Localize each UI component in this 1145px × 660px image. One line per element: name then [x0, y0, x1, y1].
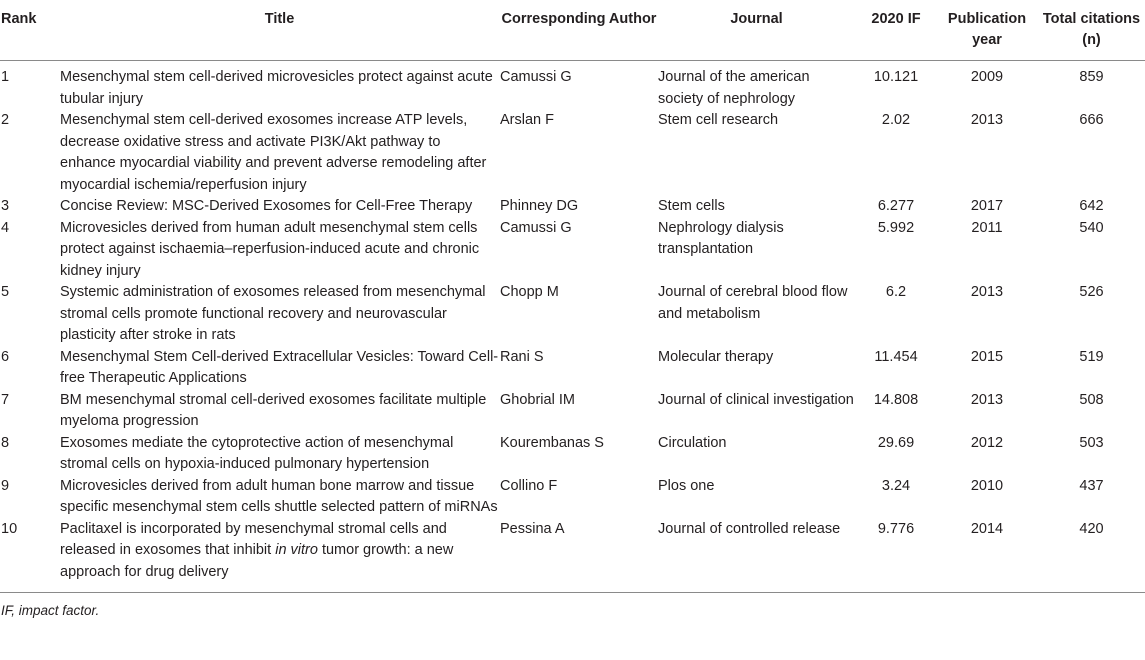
- cell-author: Kourembanas S: [500, 434, 604, 451]
- cell-author: Collino F: [500, 477, 558, 494]
- cell-year: 2012: [970, 434, 1004, 451]
- cell-year: 2013: [970, 112, 1004, 128]
- cell-year: 2011: [971, 219, 1003, 236]
- cell-rank: 8: [1, 434, 10, 451]
- cell-citations: 508: [1079, 391, 1104, 408]
- table-row: [0, 519, 1145, 593]
- cell-journal: Journal of clinical investigation: [658, 391, 854, 408]
- cell-if: 29.69: [877, 434, 915, 451]
- cell-title: Concise Review: MSC-Derived Exosomes for Cell-Free Therapy: [60, 198, 473, 214]
- title-text: tumor growth: a new approach for drug delivery: [60, 542, 454, 580]
- cell-if: 6.277: [877, 198, 915, 214]
- table-row: [0, 196, 1145, 218]
- cell-author: Chopp M: [500, 284, 559, 300]
- header-title: Title: [59, 0, 500, 61]
- title-text: Paclitaxel is incorporated by mesenchymal stromal cells and released in exosomes that inhibit: [60, 520, 447, 558]
- cell-citations: 437: [1079, 477, 1104, 494]
- table-row: [0, 390, 1145, 433]
- cell-rank: 1: [1, 69, 10, 85]
- cell-year: 2010: [970, 477, 1004, 494]
- cell-citations: 666: [1079, 112, 1104, 128]
- cell-if: 6.2: [885, 284, 907, 300]
- table-row: [0, 476, 1145, 519]
- cell-year: 2015: [970, 348, 1004, 365]
- cell-journal: Stem cell research: [658, 112, 779, 128]
- table-row: [0, 347, 1145, 390]
- cell-author: Rani S: [500, 348, 544, 365]
- cell-if: 5.992: [877, 219, 915, 236]
- cell-year: 2013: [970, 284, 1004, 300]
- cell-author: Pessina A: [500, 519, 658, 593]
- title-italic-text: in vitro: [275, 542, 318, 558]
- cell-rank: 5: [1, 284, 10, 300]
- cell-journal: Nephrology dialysis transplantation: [658, 219, 784, 257]
- cell-title: Exosomes mediate the cytoprotective action of mesenchymal stromal cells on hypoxia-induced pulmonary hypertension: [60, 434, 454, 472]
- header-if: 2020 IF: [855, 0, 937, 61]
- table-row: [0, 110, 1145, 196]
- cell-if: 2.02: [881, 112, 911, 128]
- header-rank: Rank: [0, 0, 59, 61]
- cell-author: Camussi G: [500, 219, 572, 236]
- cell-if: 3.24: [881, 477, 911, 494]
- cell-journal: Journal of cerebral blood flow and metabolism: [658, 284, 848, 322]
- cell-if: 9.776: [855, 519, 937, 593]
- cell-citations: 859: [1079, 69, 1104, 85]
- cell-year: 2009: [970, 69, 1004, 85]
- cell-author: Camussi G: [500, 69, 572, 85]
- cell-citations: 540: [1079, 219, 1104, 236]
- cell-title: Microvesicles derived from human adult mesenchymal stem cells protect against ischaemia–reperfusion-induced acute and chronic kidney injury: [60, 219, 480, 279]
- cell-citations: 420: [1037, 519, 1145, 593]
- cell-journal: Circulation: [658, 434, 727, 451]
- cell-title: Microvesicles derived from adult human bone marrow and tissue specific mesenchymal stem cells shuttle selected pattern of miRNAs: [60, 477, 498, 515]
- header-row: [0, 0, 1145, 61]
- cell-title: Mesenchymal Stem Cell-derived Extracellular Vesicles: Toward Cell-free Therapeutic Applications: [60, 348, 499, 386]
- cell-author: Phinney DG: [500, 198, 579, 214]
- cell-title: Mesenchymal stem cell-derived exosomes increase ATP levels, decrease oxidative stress and activate PI3K/Akt pathway to enhance myocardial viability and prevent adverse remodeling after myocardial ischemia/reperfusion injury: [60, 112, 487, 193]
- cell-rank: 3: [1, 198, 10, 214]
- cell-rank: 6: [1, 348, 10, 365]
- cell-if: 11.454: [874, 348, 918, 365]
- table-row: [0, 61, 1145, 111]
- table-row: [0, 433, 1145, 476]
- table-footnote: IF, impact factor.: [1, 603, 100, 618]
- cell-citations: 519: [1079, 348, 1104, 365]
- header-year: Publication year: [937, 0, 1037, 61]
- header-journal: Journal: [658, 0, 855, 61]
- cell-year: 2014: [937, 519, 1037, 593]
- cell-author: Ghobrial IM: [500, 391, 575, 408]
- cell-title: Systemic administration of exosomes released from mesenchymal stromal cells promote functional recovery and neurovascular plasticity after stroke in rats: [60, 284, 486, 343]
- cell-title: Mesenchymal stem cell-derived microvesicles protect against acute tubular injury: [60, 69, 493, 107]
- cell-title: BM mesenchymal stromal cell-derived exosomes facilitate multiple myeloma progression: [60, 391, 487, 429]
- cell-title: [59, 519, 500, 593]
- cell-journal: Molecular therapy: [658, 348, 774, 365]
- cell-rank: 7: [1, 391, 10, 408]
- cell-year: 2013: [970, 391, 1004, 408]
- cell-rank: 4: [1, 219, 10, 236]
- table-row: [0, 282, 1145, 347]
- cell-citations: 642: [1079, 198, 1104, 214]
- cell-rank: 2: [1, 112, 10, 128]
- table-row: [0, 218, 1145, 283]
- cell-if: 10.121: [873, 69, 919, 85]
- cell-rank: 9: [1, 477, 10, 494]
- cell-journal: Stem cells: [658, 198, 725, 214]
- cell-year: 2017: [970, 198, 1004, 214]
- cell-if: 14.808: [873, 391, 919, 408]
- header-author: Corresponding Author: [500, 0, 658, 61]
- cell-journal: Journal of controlled release: [658, 519, 855, 593]
- cell-journal: Plos one: [658, 477, 715, 494]
- header-citations: Total citations (n): [1037, 0, 1145, 61]
- cell-citations: 503: [1079, 434, 1104, 451]
- cell-citations: 526: [1079, 284, 1104, 300]
- cell-journal: Journal of the american society of nephrology: [658, 69, 810, 107]
- cell-author: Arslan F: [500, 112, 554, 128]
- cell-rank: 10: [0, 519, 59, 593]
